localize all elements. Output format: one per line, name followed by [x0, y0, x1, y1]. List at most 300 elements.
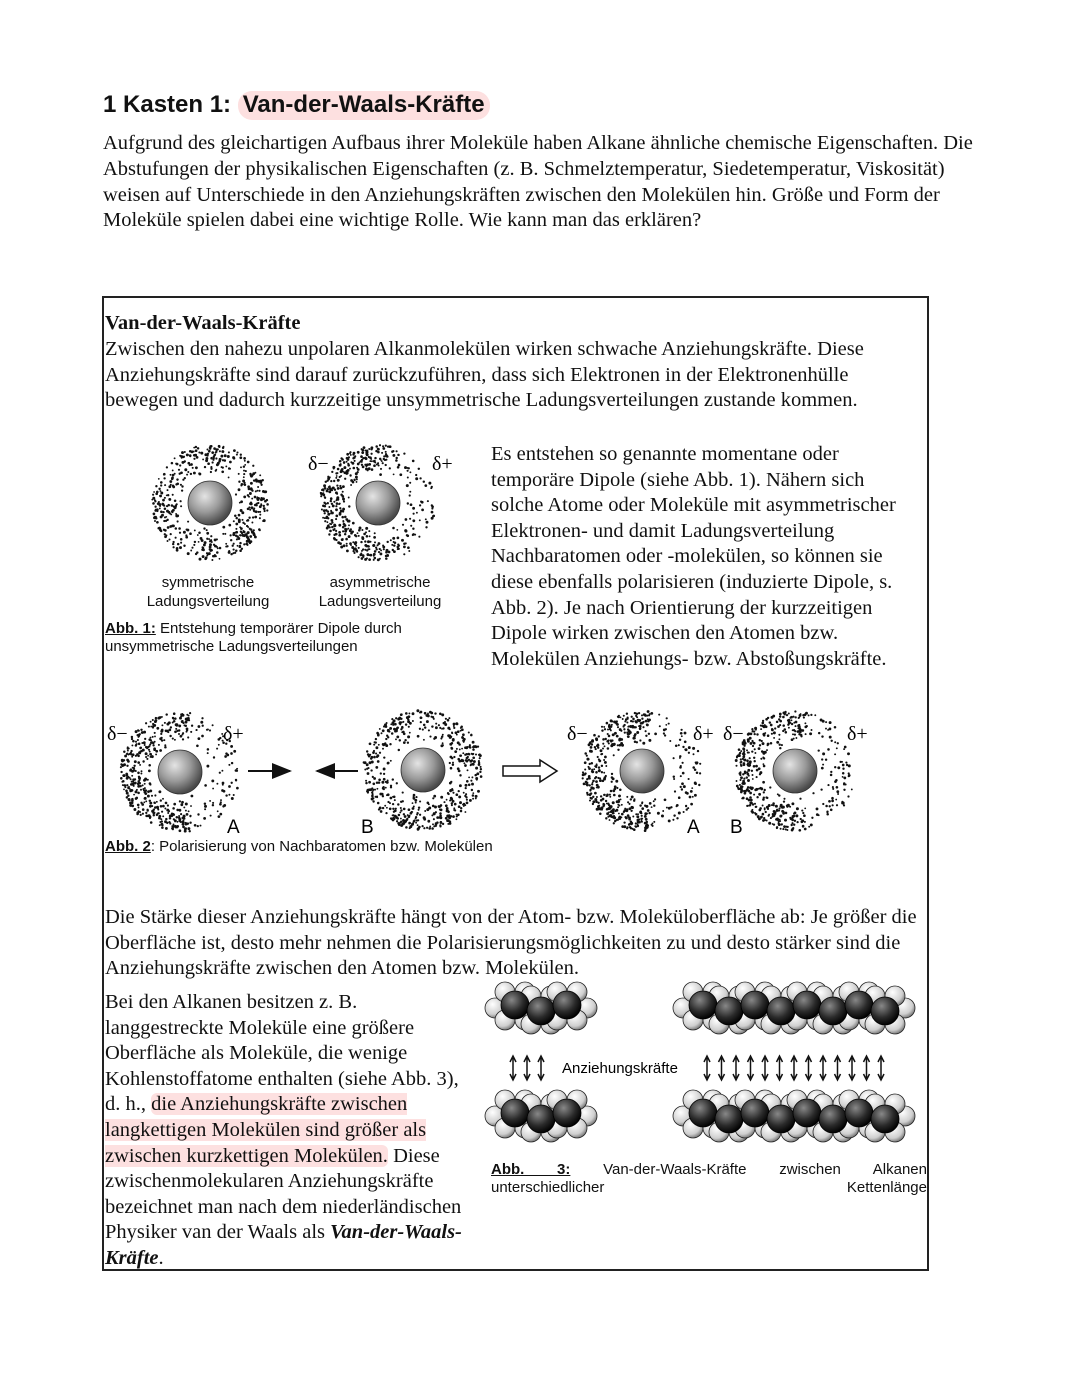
electron-dot — [462, 739, 465, 742]
electron-dot — [150, 726, 152, 728]
electron-dot — [412, 802, 414, 804]
electron-dot — [434, 712, 436, 714]
electron-dot — [754, 803, 756, 805]
electron-dot — [785, 826, 787, 828]
electron-dot — [172, 541, 174, 543]
force-arrow — [510, 1056, 516, 1080]
electron-dot — [343, 466, 346, 469]
electron-dot — [141, 742, 143, 744]
electron-dot — [654, 733, 657, 736]
electron-dot — [172, 543, 174, 545]
electron-dot — [250, 475, 253, 478]
electron-dot — [204, 808, 206, 810]
electron-dot — [688, 752, 690, 754]
force-arrow — [719, 1056, 725, 1080]
electron-dot — [335, 518, 337, 520]
electron-dot — [630, 810, 632, 812]
electron-dot — [181, 489, 183, 491]
electron-dot — [200, 452, 203, 455]
electron-dot — [837, 793, 839, 795]
electron-dot — [407, 502, 409, 504]
electron-dot — [472, 792, 474, 794]
electron-dot — [219, 450, 221, 452]
electron-dot — [795, 721, 798, 724]
electron-dot — [412, 460, 415, 463]
electron-dot — [616, 720, 618, 722]
electron-dot — [329, 526, 331, 528]
electron-dot — [377, 558, 380, 561]
electron-dot — [596, 763, 598, 765]
electron-dot — [322, 494, 325, 497]
electron-dot — [631, 795, 634, 798]
electron-dot — [746, 797, 749, 800]
electron-dot — [479, 753, 481, 755]
electron-dot — [386, 541, 388, 543]
electron-dot — [346, 545, 348, 547]
electron-dot — [172, 546, 174, 548]
electron-dot — [221, 450, 224, 453]
carbon-atom — [741, 1099, 769, 1127]
electron-dot — [453, 727, 455, 729]
electron-dot — [339, 542, 342, 545]
electron-dot — [791, 819, 793, 821]
electron-dot — [779, 747, 781, 749]
electron-dot — [224, 533, 226, 535]
electron-dot — [219, 558, 221, 560]
electron-dot — [424, 484, 427, 487]
electron-dot — [120, 777, 123, 780]
electron-dot — [454, 750, 457, 753]
electron-dot — [626, 721, 628, 723]
electron-dot — [141, 770, 143, 772]
electron-dot — [211, 461, 213, 463]
electron-dot — [379, 458, 381, 460]
electron-dot — [792, 716, 794, 718]
electron-dot — [247, 461, 250, 464]
electron-dot — [167, 489, 169, 491]
electron-dot — [808, 826, 810, 828]
electron-dot — [641, 815, 643, 817]
electron-dot — [751, 728, 753, 730]
electron-dot — [161, 811, 163, 813]
electron-dot — [820, 788, 822, 790]
fig2-atom-a — [158, 750, 202, 794]
electron-dot — [791, 719, 793, 721]
electron-dot — [606, 812, 609, 815]
electron-dot — [400, 728, 402, 730]
electron-dot — [152, 723, 154, 725]
electron-dot — [133, 769, 136, 772]
fig2-delta-minus-a: δ− — [107, 723, 128, 745]
electron-dot — [415, 477, 418, 480]
electron-dot — [331, 519, 334, 522]
electron-dot — [153, 491, 155, 493]
electron-dot — [143, 731, 145, 733]
electron-dot — [423, 739, 425, 741]
electron-dot — [186, 453, 189, 456]
electron-dot — [408, 815, 411, 818]
electron-dot — [694, 794, 697, 797]
electron-dot — [181, 801, 184, 804]
electron-dot — [249, 509, 251, 511]
electron-dot — [170, 513, 172, 515]
electron-dot — [164, 722, 166, 724]
electron-dot — [682, 772, 685, 775]
electron-dot — [618, 799, 620, 801]
electron-dot — [162, 511, 164, 513]
electron-dot — [449, 790, 452, 793]
force-arrow — [835, 1056, 841, 1080]
electron-dot — [247, 508, 250, 511]
electron-dot — [191, 795, 194, 798]
electron-dot — [254, 472, 256, 474]
carbon-atom — [689, 1099, 717, 1127]
intro-paragraph: Aufgrund des gleichartigen Aufbaus ihrer Moleküle haben Alkane ähnliche chemische Eigenschaften. Die Abstufungen der physikalischen Eigenschaften (z. B. Schmelztemperatur, Siedetemperatur, Viskosität) weisen auf Unterschiede in den Anziehungskräften zwischen den Molekülen hin. Größe und Form der Moleküle spielen dabei eine wichtige Rolle. Wie kann man das erklären? — [103, 132, 973, 232]
electron-dot — [356, 478, 358, 480]
electron-dot — [387, 762, 389, 764]
electron-dot — [164, 744, 166, 746]
electron-dot — [123, 763, 126, 766]
fig1-label-symmetric: symmetrische Ladungsverteilung — [146, 574, 270, 610]
force-arrow — [704, 1056, 710, 1080]
electron-dot — [204, 557, 207, 560]
electron-dot — [346, 543, 348, 545]
electron-dot — [323, 502, 325, 504]
electron-dot — [432, 797, 434, 799]
electron-dot — [206, 448, 208, 450]
electron-dot — [657, 812, 660, 815]
electron-dot — [166, 809, 169, 812]
electron-dot — [776, 741, 779, 744]
electron-dot — [618, 813, 620, 815]
electron-dot — [762, 725, 764, 727]
electron-dot — [603, 772, 605, 774]
electron-dot — [207, 752, 209, 754]
electron-dot — [465, 784, 468, 787]
electron-dot — [851, 788, 853, 790]
electron-dot — [331, 511, 334, 514]
electron-dot — [404, 739, 406, 741]
electron-dot — [123, 789, 125, 791]
electron-dot — [767, 717, 769, 719]
electron-dot — [155, 485, 157, 487]
electron-dot — [378, 464, 380, 466]
electron-dot — [120, 771, 122, 773]
electron-dot — [206, 538, 208, 540]
electron-dot — [201, 717, 203, 719]
electron-dot — [766, 749, 768, 751]
electron-dot — [342, 521, 344, 523]
electron-dot — [260, 484, 262, 486]
electron-dot — [596, 787, 598, 789]
electron-dot — [151, 499, 153, 501]
electron-dot — [224, 459, 227, 462]
alkanes-text-a: Bei den Alkanen besitzen z. B. langgestreckte Moleküle eine größere Oberfläche als Moleküle, die wenige Kohlenstoffatome enthalten (siehe Abb. 3), d. h., — [105, 991, 459, 1116]
electron-dot — [208, 450, 210, 452]
momentary-dipole-paragraph: Es entstehen so genannte momentane oder temporäre Dipole (siehe Abb. 1). Nähern sich solche Atome oder Moleküle mit asymmetrischer Elektronen- und damit Ladungsverteilung Nachbaratomen oder -molekülen, so können sie diese ebenfalls polarisieren (induzierte Dipole, s. Abb. 2). Je nach Orientierung der kurzzeitigen Dipole wirken zwischen den Atomen bzw. Molekülen Anziehungs- bzw. Abstoßungskräfte. — [491, 443, 896, 670]
electron-dot — [739, 761, 741, 763]
electron-dot — [763, 817, 765, 819]
electron-dot — [424, 726, 426, 728]
electron-dot — [209, 445, 212, 448]
electron-dot — [442, 744, 444, 746]
electron-dot — [168, 498, 171, 501]
electron-dot — [239, 456, 242, 459]
electron-dot — [624, 720, 626, 722]
electron-dot — [825, 728, 827, 730]
electron-dot — [451, 742, 453, 744]
electron-dot — [641, 802, 643, 804]
electron-dot — [157, 503, 159, 505]
electron-dot — [810, 714, 812, 716]
electron-dot — [818, 749, 820, 751]
electron-dot — [345, 518, 348, 521]
electron-dot — [341, 539, 343, 541]
electron-dot — [771, 728, 774, 731]
electron-dot — [148, 764, 151, 767]
electron-dot — [842, 768, 844, 770]
electron-dot — [211, 779, 214, 782]
electron-dot — [206, 765, 209, 768]
electron-dot — [402, 731, 405, 734]
electron-dot — [632, 720, 634, 722]
electron-dot — [233, 794, 235, 796]
electron-dot — [681, 788, 683, 790]
electron-dot — [209, 729, 211, 731]
electron-dot — [152, 725, 154, 727]
electron-dot — [176, 547, 179, 550]
electron-dot — [219, 547, 222, 550]
electron-dot — [452, 763, 454, 765]
electron-dot — [399, 473, 402, 476]
electron-dot — [766, 797, 768, 799]
electron-dot — [402, 800, 404, 802]
electron-dot — [168, 729, 171, 732]
electron-dot — [333, 480, 335, 482]
electron-dot — [370, 757, 372, 759]
electron-dot — [762, 781, 765, 784]
electron-dot — [382, 447, 385, 450]
electron-dot — [402, 524, 404, 526]
electron-dot — [753, 794, 755, 796]
electron-dot — [459, 784, 462, 787]
electron-dot — [148, 815, 151, 818]
electron-dot — [243, 473, 245, 475]
electron-dot — [321, 509, 323, 511]
electron-dot — [668, 819, 671, 822]
electron-dot — [175, 723, 178, 726]
electron-dot — [398, 749, 400, 751]
electron-dot — [212, 802, 214, 804]
electron-dot — [220, 455, 223, 458]
electron-dot — [259, 514, 261, 516]
electron-dot — [621, 804, 623, 806]
electron-dot — [365, 452, 368, 455]
electron-dot — [789, 717, 791, 719]
electron-dot — [339, 507, 341, 509]
electron-dot — [243, 476, 245, 478]
electron-dot — [160, 733, 162, 735]
electron-dot — [189, 450, 192, 453]
electron-dot — [450, 737, 452, 739]
electron-dot — [464, 764, 467, 767]
electron-dot — [381, 781, 384, 784]
electron-dot — [214, 538, 217, 541]
electron-dot — [605, 800, 607, 802]
electron-dot — [395, 808, 397, 810]
electron-dot — [154, 516, 157, 519]
electron-dot — [337, 487, 340, 490]
electron-dot — [588, 777, 591, 780]
electron-dot — [236, 538, 238, 540]
electron-dot — [339, 460, 342, 463]
electron-dot — [392, 796, 394, 798]
electron-dot — [324, 520, 326, 522]
fig2-graphic — [105, 700, 905, 840]
electron-dot — [161, 724, 163, 726]
electron-dot — [465, 796, 467, 798]
electron-dot — [619, 728, 622, 731]
electron-dot — [129, 788, 131, 790]
electron-dot — [450, 747, 452, 749]
electron-dot — [174, 739, 176, 741]
electron-dot — [404, 529, 407, 532]
electron-dot — [126, 784, 128, 786]
electron-dot — [759, 773, 761, 775]
electron-dot — [220, 799, 222, 801]
electron-dot — [389, 743, 391, 745]
electron-dot — [129, 802, 132, 805]
electron-dot — [390, 539, 392, 541]
electron-dot — [355, 549, 358, 552]
electron-dot — [355, 535, 357, 537]
electron-dot — [834, 726, 837, 729]
electron-dot — [784, 819, 787, 822]
electron-dot — [171, 510, 174, 513]
electron-dot — [754, 812, 756, 814]
electron-dot — [255, 490, 257, 492]
electron-dot — [134, 760, 137, 763]
electron-dot — [472, 741, 475, 744]
electron-dot — [818, 814, 820, 816]
electron-dot — [160, 510, 163, 513]
electron-dot — [742, 797, 745, 800]
electron-dot — [439, 805, 441, 807]
electron-dot — [477, 745, 479, 747]
electron-dot — [169, 735, 171, 737]
electron-dot — [199, 558, 202, 561]
electron-dot — [189, 532, 192, 535]
electron-dot — [231, 762, 233, 764]
electron-dot — [441, 713, 444, 716]
electron-dot — [144, 744, 146, 746]
electron-dot — [378, 778, 381, 781]
electron-dot — [458, 795, 461, 798]
electron-dot — [409, 494, 411, 496]
electron-dot — [460, 726, 463, 729]
electron-dot — [415, 474, 417, 476]
electron-dot — [142, 760, 144, 762]
electron-dot — [800, 818, 802, 820]
electron-dot — [832, 788, 834, 790]
electron-dot — [623, 728, 625, 730]
electron-dot — [795, 814, 798, 817]
electron-dot — [140, 814, 142, 816]
carbon-atom — [501, 991, 529, 1019]
electron-dot — [162, 499, 165, 502]
electron-dot — [198, 541, 200, 543]
electron-dot — [697, 750, 699, 752]
electron-dot — [591, 797, 593, 799]
strength-paragraph: Die Stärke dieser Anziehungskräfte hängt von der Atom- bzw. Moleküloberfläche ab: Je größer die Oberfläche ist, desto mehr nehmen die Polarisierungsmöglichkeiten zu und desto stärker sind die Anziehungskräfte zwischen den Atomen bzw. Molekülen. — [105, 906, 917, 980]
electron-dot — [618, 794, 621, 797]
electron-dot — [153, 748, 156, 751]
electron-dot — [220, 801, 222, 803]
electron-dot — [350, 484, 352, 486]
carbon-atom — [871, 997, 899, 1025]
electron-dot — [230, 534, 232, 536]
electron-dot — [407, 735, 410, 738]
electron-dot — [743, 750, 745, 752]
electron-dot — [645, 730, 647, 732]
electron-dot — [209, 545, 212, 548]
electron-dot — [425, 714, 428, 717]
electron-dot — [189, 822, 191, 824]
carbon-atom — [715, 1105, 743, 1133]
electron-dot — [606, 740, 609, 743]
electron-dot — [606, 803, 608, 805]
electron-dot — [407, 742, 409, 744]
electron-dot — [600, 749, 603, 752]
electron-dot — [451, 732, 453, 734]
electron-dot — [689, 796, 692, 799]
electron-dot — [800, 735, 802, 737]
electron-dot — [648, 739, 651, 742]
electron-dot — [173, 712, 176, 715]
electron-dot — [399, 811, 401, 813]
electron-dot — [467, 753, 470, 756]
electron-dot — [475, 753, 477, 755]
electron-dot — [609, 819, 611, 821]
electron-dot — [120, 766, 122, 768]
electron-dot — [740, 758, 742, 760]
electron-dot — [459, 774, 461, 776]
electron-dot — [749, 796, 752, 799]
electron-dot — [344, 478, 346, 480]
electron-dot — [195, 466, 198, 469]
electron-dot — [148, 749, 150, 751]
electron-dot — [773, 731, 776, 734]
electron-dot — [763, 797, 765, 799]
electron-dot — [162, 805, 165, 808]
force-arrow — [849, 1056, 855, 1080]
electron-dot — [694, 769, 697, 772]
electron-dot — [252, 465, 254, 467]
electron-dot — [393, 720, 396, 723]
electron-dot — [247, 526, 249, 528]
electron-dot — [636, 815, 639, 818]
electron-dot — [783, 800, 785, 802]
electron-dot — [417, 735, 420, 738]
electron-dot — [613, 822, 615, 824]
electron-dot — [644, 714, 647, 717]
electron-dot — [205, 457, 208, 460]
electron-dot — [357, 532, 359, 534]
electron-dot — [375, 445, 378, 448]
electron-dot — [663, 729, 666, 732]
electron-dot — [609, 794, 611, 796]
electron-dot — [333, 534, 335, 536]
